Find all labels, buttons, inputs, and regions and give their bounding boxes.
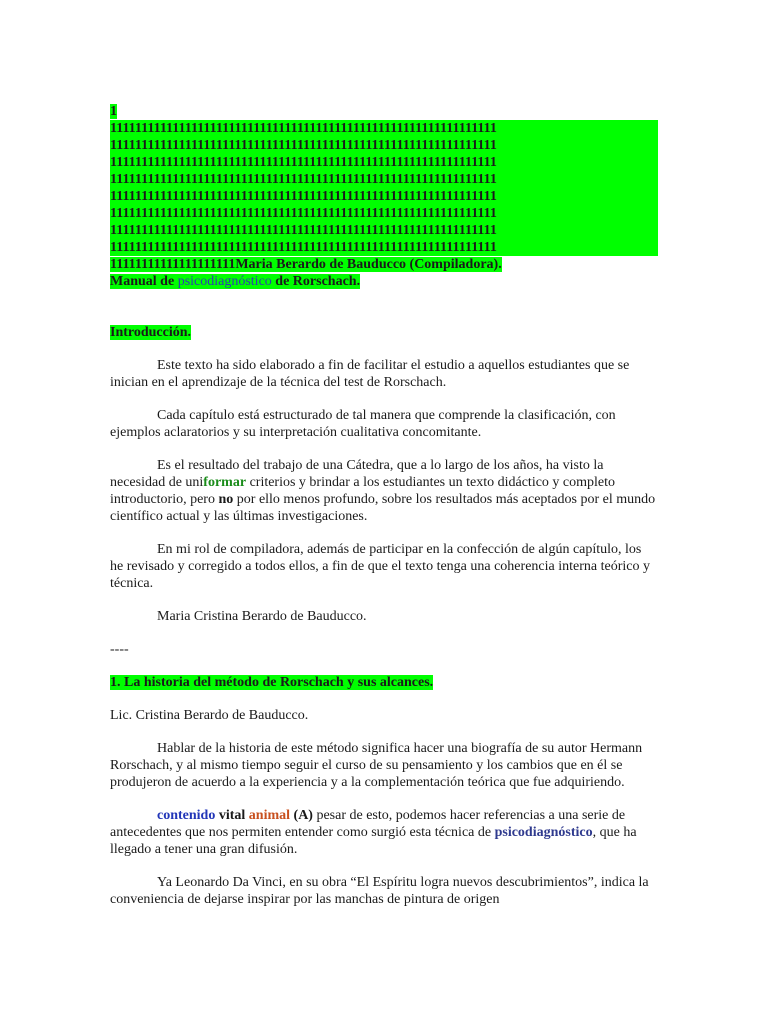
intro-signature: Maria Cristina Berardo de Bauducco. [157,609,367,624]
manual-title-suffix: de Rorschach. [271,274,361,289]
intro-paragraph-2: Cada capítulo está estructurado de tal manera que comprende la clasificación, con ejemplos aclaratorios y su interpretación cualitativa concomitante. [110,408,616,440]
ones-final-line [110,256,658,273]
chapter-1-author: Lic. Cristina Berardo de Bauducco. [110,708,309,723]
chapter-1-p2-end: , que ha llegado a tener una gran difusión. [110,825,637,857]
page-number: 1 [110,104,117,119]
ones-line-3: 11111111111111111111111111111111111111111111111111111111111111 [110,154,658,171]
intro-p3-c: por ello menos profundo, sobre los resultados más aceptados por el mundo científico actual y las últimas investigaciones. [110,492,656,524]
a-code: (A) [293,808,313,823]
section-separator: ---- [110,642,129,657]
ones-line-1: 11111111111111111111111111111111111111111111111111111111111111 [110,120,658,137]
ones-line-9: 11111111111111111111 [110,257,236,272]
intro-p3-a: Es el resultado del trabajo de una Cátedra, que a lo largo de los años, ha visto la necesidad de uni [110,458,604,490]
chapter-1-paragraph-1: Hablar de la historia de este método significa hacer una biografía de su autor Hermann Rorschach, y al mismo tiempo seguir el curso de su pensamiento y los cambios que en él se produjeron de acuerdo a la experiencia y a la complementación teórica que fue adquiriendo. [110,741,643,790]
manual-title-link[interactable]: psicodiagnóstico [177,274,272,289]
ones-line-7: 11111111111111111111111111111111111111111111111111111111111111 [110,222,658,239]
intro-paragraph-1: Este texto ha sido elaborado a fin de facilitar el estudio a aquellos estudiantes que se inician en el aprendizaje de la técnica del test de Rorschach. [110,358,630,390]
chapter-1-paragraph-3: Ya Leonardo Da Vinci, en su obra “El Espíritu logra nuevos descubrimientos”, indica la conveniencia de dejarse inspirar por las manchas de pintura de origen [110,875,649,907]
intro-p3-b: criterios y brindar a los estudiantes un texto didáctico y completo introductorio, pero [110,475,616,507]
document-body [110,103,658,908]
intro-section [110,324,658,658]
animal-keyword: animal [248,808,291,823]
manual-title [110,273,658,290]
ones-line-8: 11111111111111111111111111111111111111111111111111111111111111 [110,239,658,256]
ones-line-4: 11111111111111111111111111111111111111111111111111111111111111 [110,171,658,188]
intro-paragraph-3 [110,457,658,525]
intro-paragraph-4: En mi rol de compiladora, además de participar en la confección de algún capítulo, los he revisado y corregido a todos ellos, a fin de que el texto tenga una coherencia interna teórico y técnica. [110,542,650,591]
intro-heading: Introducción. [110,325,192,340]
formar-highlight: formar [203,475,247,490]
chapter-1-section [110,674,658,908]
compiler-credit: Maria Berardo de Bauducco (Compiladora). [235,257,502,272]
header-block [110,103,658,290]
no-emphasis: no [218,492,234,507]
psicodiagnostico-keyword: psicodiagnóstico [494,825,593,840]
vital-keyword: vital [218,808,246,823]
chapter-1-p2-rest: pesar de esto, podemos hacer referencias a una serie de antecedentes que nos permiten entender como surgió esta técnica de [110,808,626,840]
manual-title-prefix: Manual de [110,274,178,289]
ones-line-2: 11111111111111111111111111111111111111111111111111111111111111 [110,137,658,154]
ones-line-5: 11111111111111111111111111111111111111111111111111111111111111 [110,188,658,205]
ones-line-6: 11111111111111111111111111111111111111111111111111111111111111 [110,205,658,222]
chapter-1-heading: 1. La historia del método de Rorschach y sus alcances. [110,675,434,690]
contenido-keyword: contenido [157,808,216,823]
chapter-1-paragraph-2 [110,807,658,858]
